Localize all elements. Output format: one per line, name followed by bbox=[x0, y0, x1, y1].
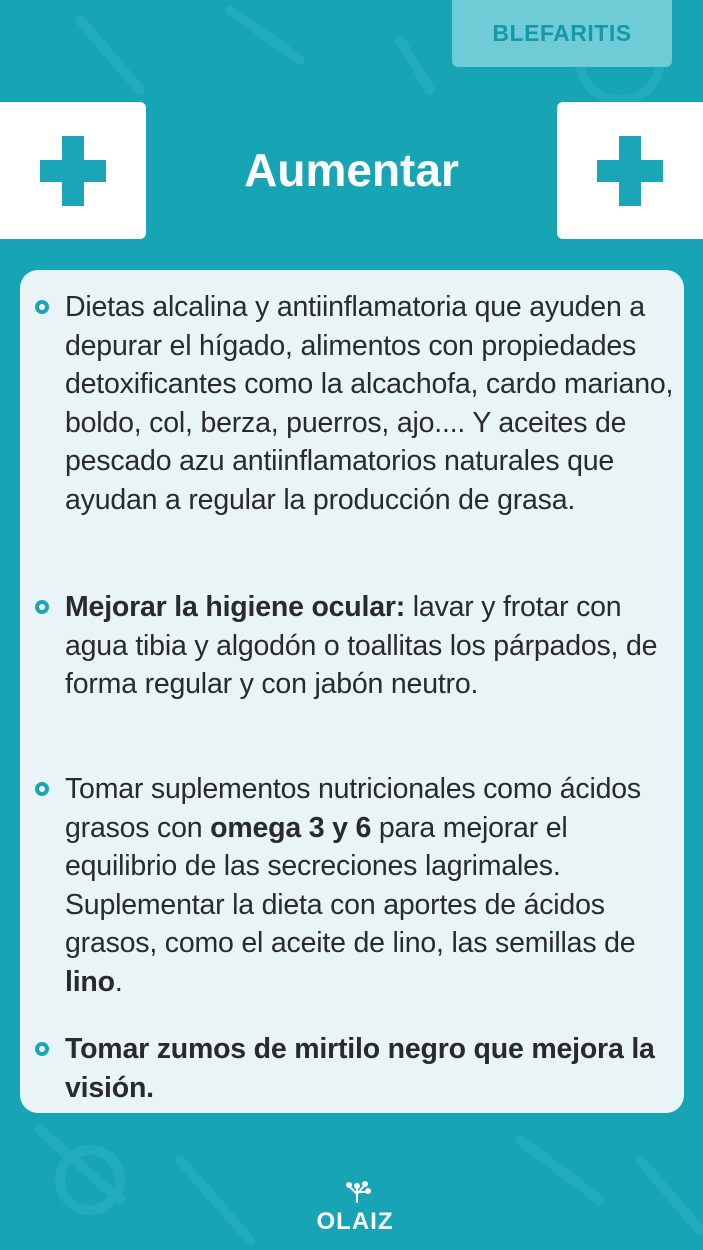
circle-bullet-icon bbox=[35, 782, 49, 796]
category-tag-label: BLEFARITIS bbox=[492, 20, 632, 46]
content-card bbox=[20, 270, 684, 1113]
item-text: para mejorar el equilibrio de las secreciones lagrimales. Suplementar la dieta con aportes de ácidos grasos, como el aceite de lino, las semillas de bbox=[65, 811, 636, 960]
circle-bullet-icon bbox=[35, 300, 49, 314]
list-item-text bbox=[65, 1030, 685, 1107]
category-tag bbox=[452, 0, 672, 67]
item-bold-text: Mejorar la higiene ocular: bbox=[65, 591, 406, 623]
plus-icon bbox=[597, 136, 663, 206]
item-bold-text: lino bbox=[65, 965, 115, 998]
right-plus-box bbox=[557, 102, 703, 239]
item-text: Dietas alcalina y antiinflamatoria que ayuden a depurar el hígado, alimentos con propiedades detoxificantes como la alcachofa, cardo mariano, boldo, col, berza, puerros, ajo.... Y aceites de pescado azu antiinflamatorios naturales que ayudan a regular la producción de grasa. bbox=[65, 291, 674, 516]
dandelion-icon bbox=[347, 1182, 370, 1202]
list-item-text bbox=[65, 588, 685, 704]
left-plus-box bbox=[0, 102, 146, 239]
circle-bullet-icon bbox=[35, 1042, 49, 1056]
list-item-text bbox=[65, 288, 685, 520]
brand-logo bbox=[300, 1180, 410, 1235]
item-text: lavar y frotar con agua tibia y algodón o toallitas los párpados, de forma regular y con jabón neutro. bbox=[65, 591, 658, 701]
item-bold-text: omega 3 y 6 bbox=[210, 811, 372, 844]
list-item-text bbox=[65, 770, 685, 1002]
page-title: Aumentar bbox=[244, 144, 459, 196]
item-bold-text: Tomar zumos de mirtilo negro que mejora la visión. bbox=[65, 1033, 655, 1104]
item-text: Tomar suplementos nutricionales como ácidos grasos con bbox=[65, 773, 641, 844]
item-text: . bbox=[114, 965, 123, 998]
plus-icon bbox=[40, 136, 106, 206]
circle-bullet-icon bbox=[35, 600, 49, 614]
logo-text: OLAIZ bbox=[316, 1208, 394, 1235]
